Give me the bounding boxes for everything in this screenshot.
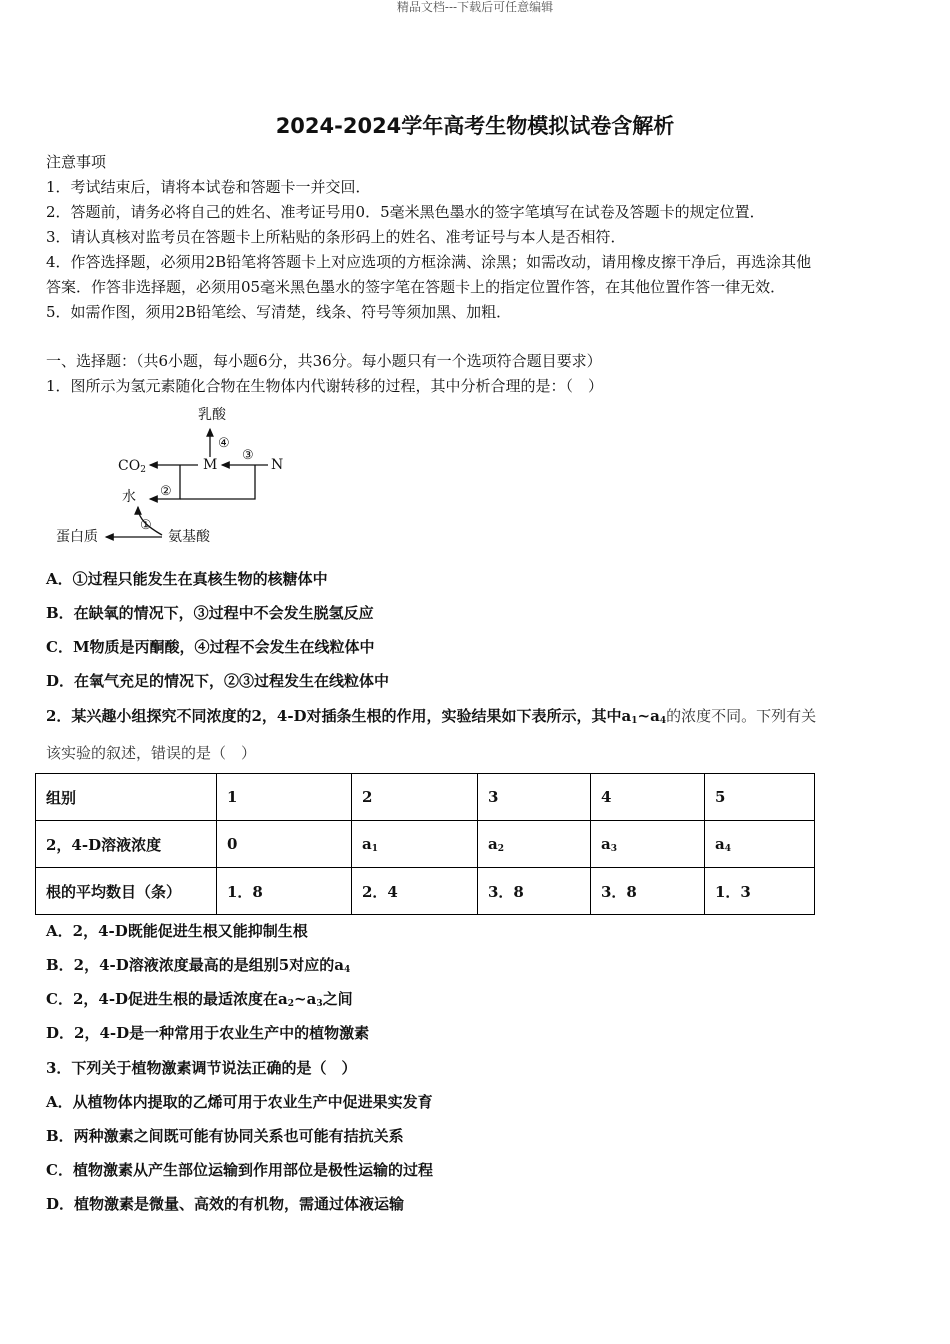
q3-stem: 3．下列关于植物激素调节说法正确的是（ ） — [46, 1059, 357, 1077]
q2-option-d: D．2，4-D是一种常用于农业生产中的植物激素 — [46, 1024, 370, 1042]
table-cell: 3．8 — [478, 868, 591, 915]
label-co2: $CO_2$ — [118, 458, 146, 475]
table-cell: 0 — [217, 821, 352, 868]
notice-item-2: 2．答题前，请务必将自己的姓名、准考证号用0．5毫米黑色墨水的签字笔填写在试卷及答题卡的规定位置． — [46, 203, 765, 221]
table-row — [36, 821, 815, 868]
q2-option-a: A．2，4-D既能促进生根又能抑制生根 — [46, 922, 308, 940]
table-cell: 2 — [352, 774, 478, 821]
q2-results-table — [35, 773, 815, 915]
table-cell: 1．3 — [705, 868, 815, 915]
q2-option-c: C．2，4-D促进生根的最适浓度在$a_2\sim a_3$之间 — [46, 990, 353, 1009]
table-row — [36, 868, 815, 915]
table-cell: 根的平均数目（条） — [36, 868, 217, 915]
notice-item-4: 4．作答选择题，必须用2B铅笔将答题卡上对应选项的方框涂满、涂黑；如需改动，请用橡皮擦干净后，再选涂其他 — [46, 253, 812, 271]
q1-option-c: C．M物质是丙酮酸，④过程不会发生在线粒体中 — [46, 638, 375, 656]
table-cell: 4 — [591, 774, 705, 821]
label-n: N — [271, 457, 284, 473]
q3-option-b: B．两种激素之间既可能有协同关系也可能有拮抗关系 — [46, 1127, 404, 1145]
q3-option-c: C．植物激素从产生部位运输到作用部位是极性运输的过程 — [46, 1161, 433, 1179]
label-process-3: ③ — [242, 448, 254, 463]
label-lactic-acid: 乳酸 — [198, 407, 226, 423]
table-cell: 2．4 — [352, 868, 478, 915]
q2-stem: 2．某兴趣小组探究不同浓度的2，4-D对插条生根的作用，实验结果如下表所示，其中$a_1\sim a_4$的浓度不同。下列有关 — [46, 707, 817, 726]
q1-option-a: A．①过程只能发生在真核生物的核糖体中 — [46, 570, 328, 588]
page-title: 2024-2024学年高考生物模拟试卷含解析 — [275, 114, 675, 138]
table-cell: $a_3$ — [591, 821, 705, 868]
table-cell: $a_1$ — [352, 821, 478, 868]
label-m: M — [203, 457, 218, 473]
notice-heading: 注意事项 — [46, 153, 107, 171]
q3-option-d: D．植物激素是微量、高效的有机物，需通过体液运输 — [46, 1195, 405, 1213]
label-amino-acid: 氨基酸 — [168, 529, 210, 545]
hydrogen-metabolism-diagram — [50, 403, 300, 551]
line-n-to-water — [180, 465, 255, 499]
table-cell: 1．8 — [217, 868, 352, 915]
page-header-watermark: 精品文档---下载后可任意编辑 — [396, 0, 554, 14]
notice-item-5: 5．如需作图，须用2B铅笔绘、写清楚，线条、符号等须加黑、加粗． — [46, 303, 512, 321]
q1-option-d: D．在氧气充足的情况下，②③过程发生在线粒体中 — [46, 672, 390, 690]
table-cell: 1 — [217, 774, 352, 821]
table-cell: 5 — [705, 774, 815, 821]
q2-option-b: B．2，4-D溶液浓度最高的是组别5对应的$a_4$ — [46, 956, 351, 975]
table-cell: $a_4$ — [705, 821, 815, 868]
q1-stem: 1．图所示为氢元素随化合物在生物体内代谢转移的过程，其中分析合理的是：（ ） — [46, 377, 604, 395]
label-protein: 蛋白质 — [56, 529, 98, 545]
table-cell: $a_2$ — [478, 821, 591, 868]
table-cell: 组别 — [36, 774, 217, 821]
table-cell: 2，4-D溶液浓度 — [36, 821, 217, 868]
label-process-2: ② — [160, 484, 172, 499]
label-process-1: ① — [140, 518, 152, 533]
q2-stem-line2: 该实验的叙述，错误的是（ ） — [46, 744, 257, 762]
table-row — [36, 774, 815, 821]
q3-option-a: A．从植物体内提取的乙烯可用于农业生产中促进果实发育 — [46, 1093, 433, 1111]
table-cell: 3．8 — [591, 868, 705, 915]
q1-option-b: B．在缺氧的情况下，③过程中不会发生脱氢反应 — [46, 604, 374, 622]
notice-item-1: 1．考试结束后，请将本试卷和答题卡一并交回． — [46, 178, 371, 196]
notice-item-3: 3．请认真核对监考员在答题卡上所粘贴的条形码上的姓名、准考证号与本人是否相符． — [46, 228, 626, 246]
section-heading: 一、选择题：（共6小题，每小题6分，共36分。每小题只有一个选项符合题目要求） — [46, 352, 602, 370]
notice-item-4-cont: 答案．作答非选择题，必须用05毫米黑色墨水的签字笔在答题卡上的指定位置作答，在其他位置作答一律无效． — [46, 278, 786, 296]
label-process-4: ④ — [218, 436, 230, 451]
table-cell: 3 — [478, 774, 591, 821]
label-water: 水 — [122, 489, 136, 505]
